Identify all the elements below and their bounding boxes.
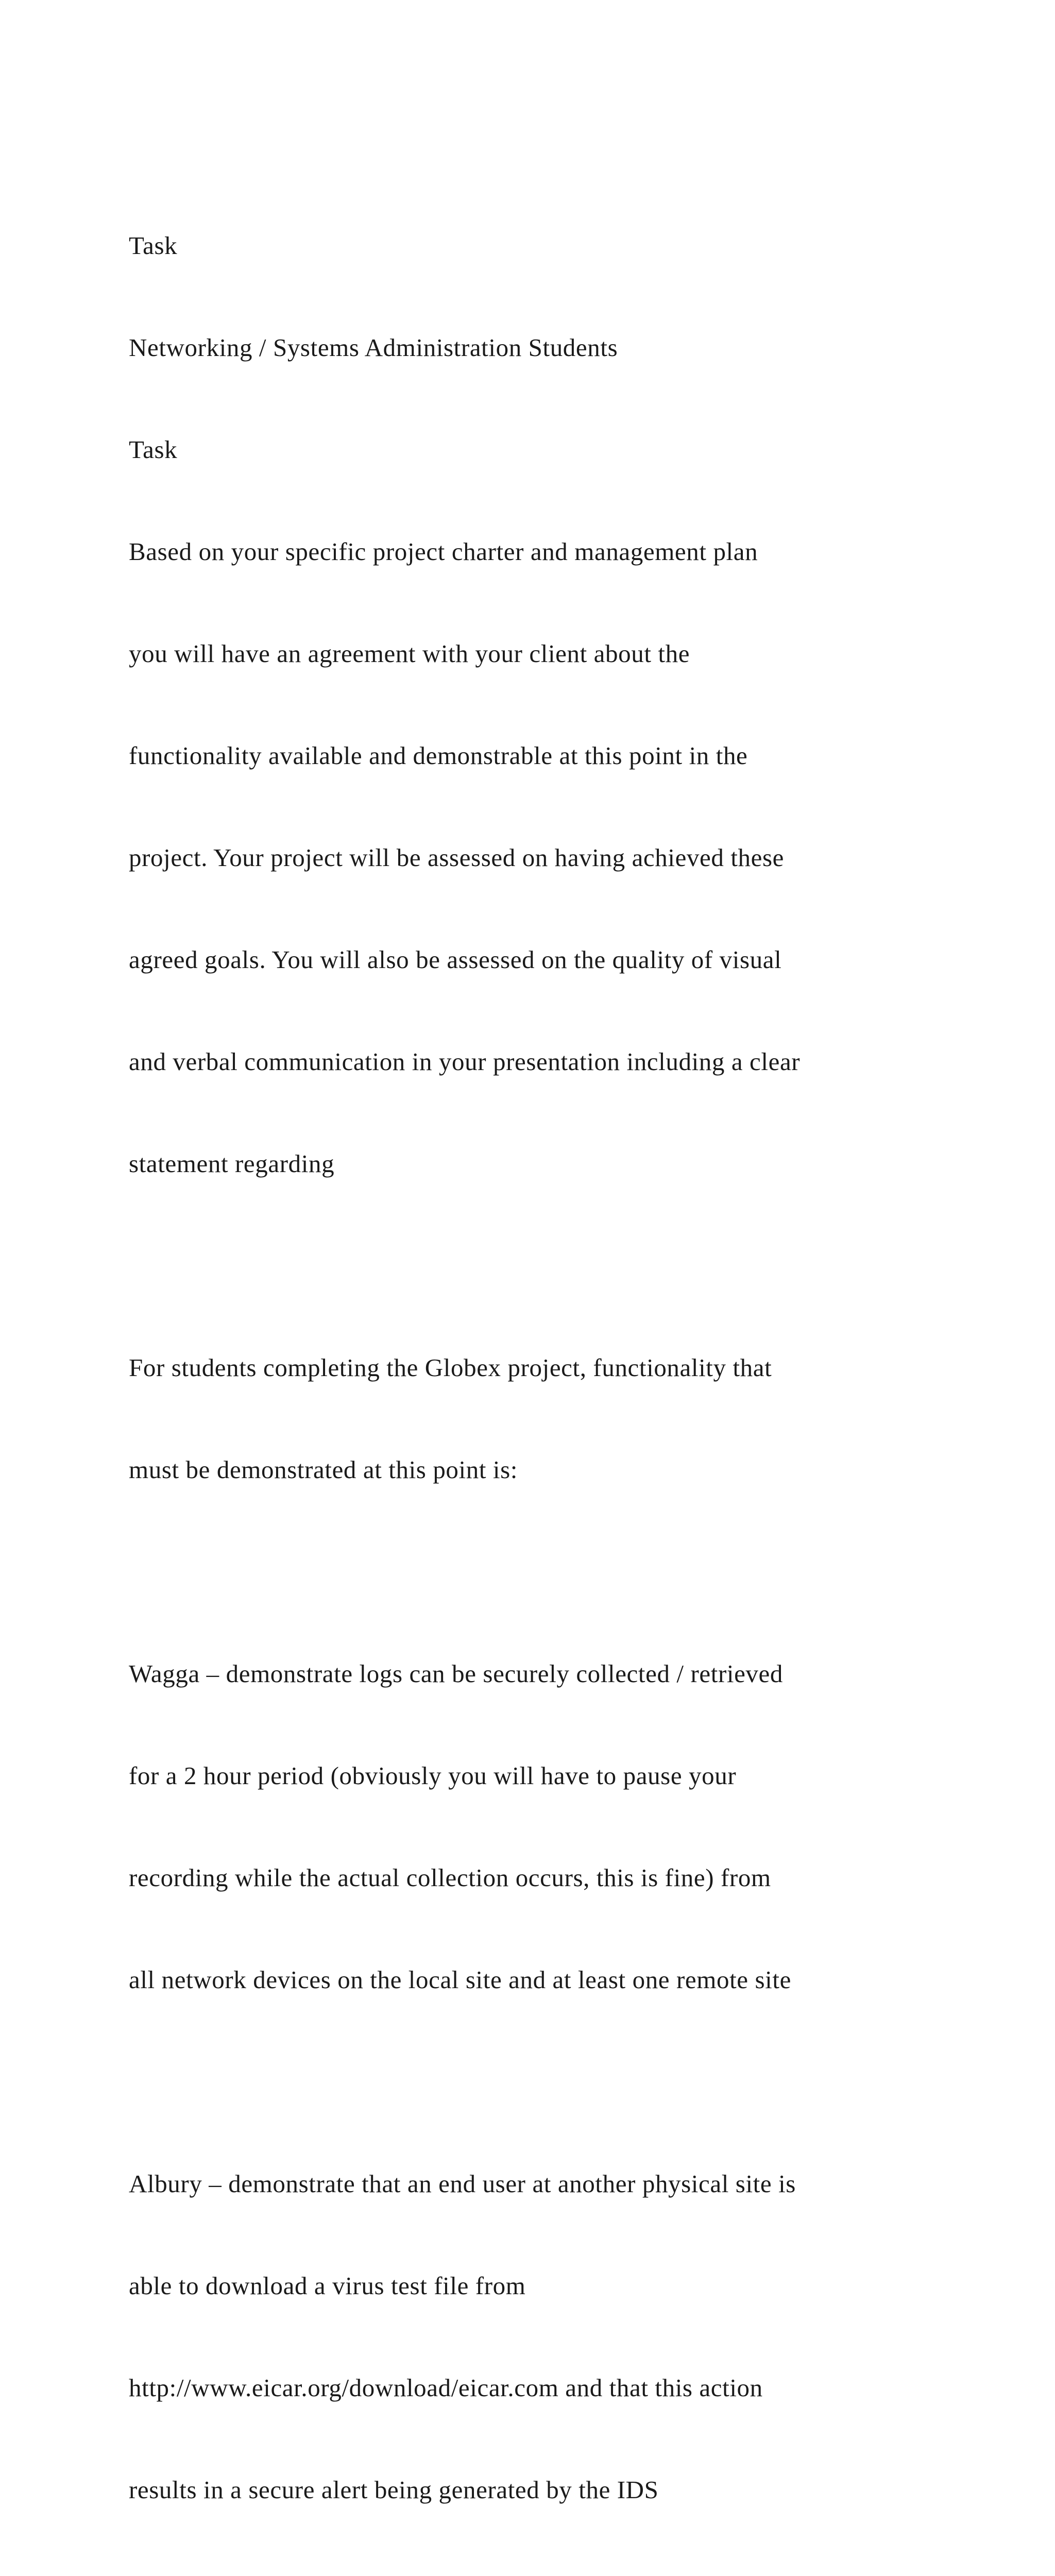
paragraph-line: for a 2 hour period (obviously you will have to pause your — [129, 1761, 737, 1790]
paragraph-line-wagga: Wagga – demonstrate logs can be securely collected / retrieved — [129, 1659, 783, 1688]
blank-line — [129, 1249, 1005, 1283]
paragraph-line: all network devices on the local site and at least one remote site — [129, 1965, 791, 1994]
document-body — [129, 161, 1005, 2576]
blank-line — [129, 2065, 1005, 2099]
paragraph-line: Based on your specific project charter and management plan — [129, 537, 758, 566]
blank-line — [129, 2575, 1005, 2576]
paragraph-line: able to download a virus test file from — [129, 2272, 526, 2300]
paragraph-line: functionality available and demonstrable at this point in the — [129, 741, 748, 770]
line-title-task: Task — [129, 231, 178, 260]
line-subtitle: Networking / Systems Administration Students — [129, 333, 618, 362]
paragraph-line: For students completing the Globex project, functionality that — [129, 1353, 772, 1382]
paragraph-line: statement regarding — [129, 1149, 335, 1178]
paragraph-line: results in a secure alert being generated by the IDS — [129, 2476, 659, 2504]
line-task-heading: Task — [129, 435, 178, 464]
blank-line — [129, 1555, 1005, 1589]
paragraph-line-albury: Albury – demonstrate that an end user at another physical site is — [129, 2170, 796, 2198]
paragraph-line: project. Your project will be assessed on having achieved these — [129, 843, 785, 872]
paragraph-line: you will have an agreement with your client about the — [129, 639, 690, 668]
paragraph-line: and verbal communication in your presentation including a clear — [129, 1047, 801, 1076]
paragraph-line: recording while the actual collection occurs, this is fine) from — [129, 1863, 771, 1892]
paragraph-line: must be demonstrated at this point is: — [129, 1455, 518, 1484]
paragraph-line: agreed goals. You will also be assessed on the quality of visual — [129, 945, 782, 974]
paragraph-line-url: http://www.eicar.org/download/eicar.com and that this action — [129, 2374, 763, 2402]
